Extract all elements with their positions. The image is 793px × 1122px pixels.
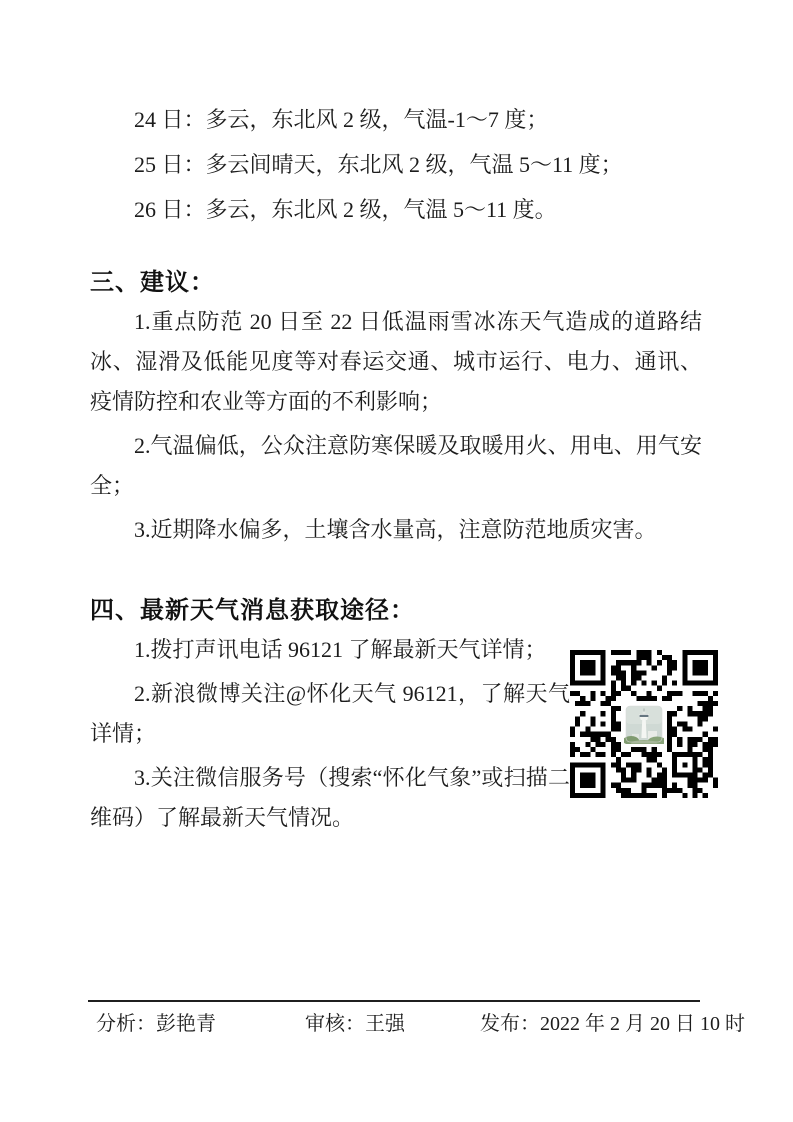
forecast-line-day24: 24 日：多云，东北风 2 级，气温-1～7 度；: [134, 107, 549, 132]
wechat-qr-code: [570, 650, 718, 798]
channels-heading: 四、最新天气消息获取途径：: [90, 597, 415, 624]
channel-item-2: 2.新浪微博关注@怀化天气 96121，了解天气详情；: [90, 681, 570, 746]
section-suggestions: [90, 268, 702, 550]
analyst-credit: 分析：彭艳青: [96, 1013, 216, 1035]
channel-item-1: 1.拨打声讯电话 96121 了解最新天气详情；: [134, 637, 547, 662]
weather-radar-tower-photo: [624, 704, 664, 744]
suggestion-item-3: 3.近期降水偏多，土壤含水量高，注意防范地质灾害。: [134, 517, 657, 542]
reviewer-credit: 审核：王强: [305, 1013, 405, 1035]
forecast-line-day26: 26 日：多云，东北风 2 级，气温 5～11 度。: [134, 197, 557, 222]
channel-item-3: 3.关注微信服务号（搜索“怀化气象”或扫描二维码）了解最新天气情况。: [90, 765, 570, 830]
footer-divider: [88, 1000, 700, 1002]
suggestion-item-2: 2.气温偏低，公众注意防寒保暖及取暖用火、用电、用气安全；: [90, 433, 702, 498]
suggestions-heading: 三、建议：: [90, 269, 215, 296]
qr-center-logo: [624, 704, 664, 744]
channels-items: [90, 630, 570, 838]
forecast-line-day25: 25 日：多云间晴天，东北风 2 级，气温 5～11 度；: [134, 152, 623, 177]
suggestion-item-1: 1.重点防范 20 日至 22 日低温雨雪冰冻天气造成的道路结冰、湿滑及低能见度等对春运交通、城市运行、电力、通讯、疫情防控和农业等方面的不利影响；: [90, 309, 702, 414]
forecast-lines: [90, 97, 702, 232]
publish-time: 发布：2022 年 2 月 20 日 10 时: [480, 1013, 745, 1035]
